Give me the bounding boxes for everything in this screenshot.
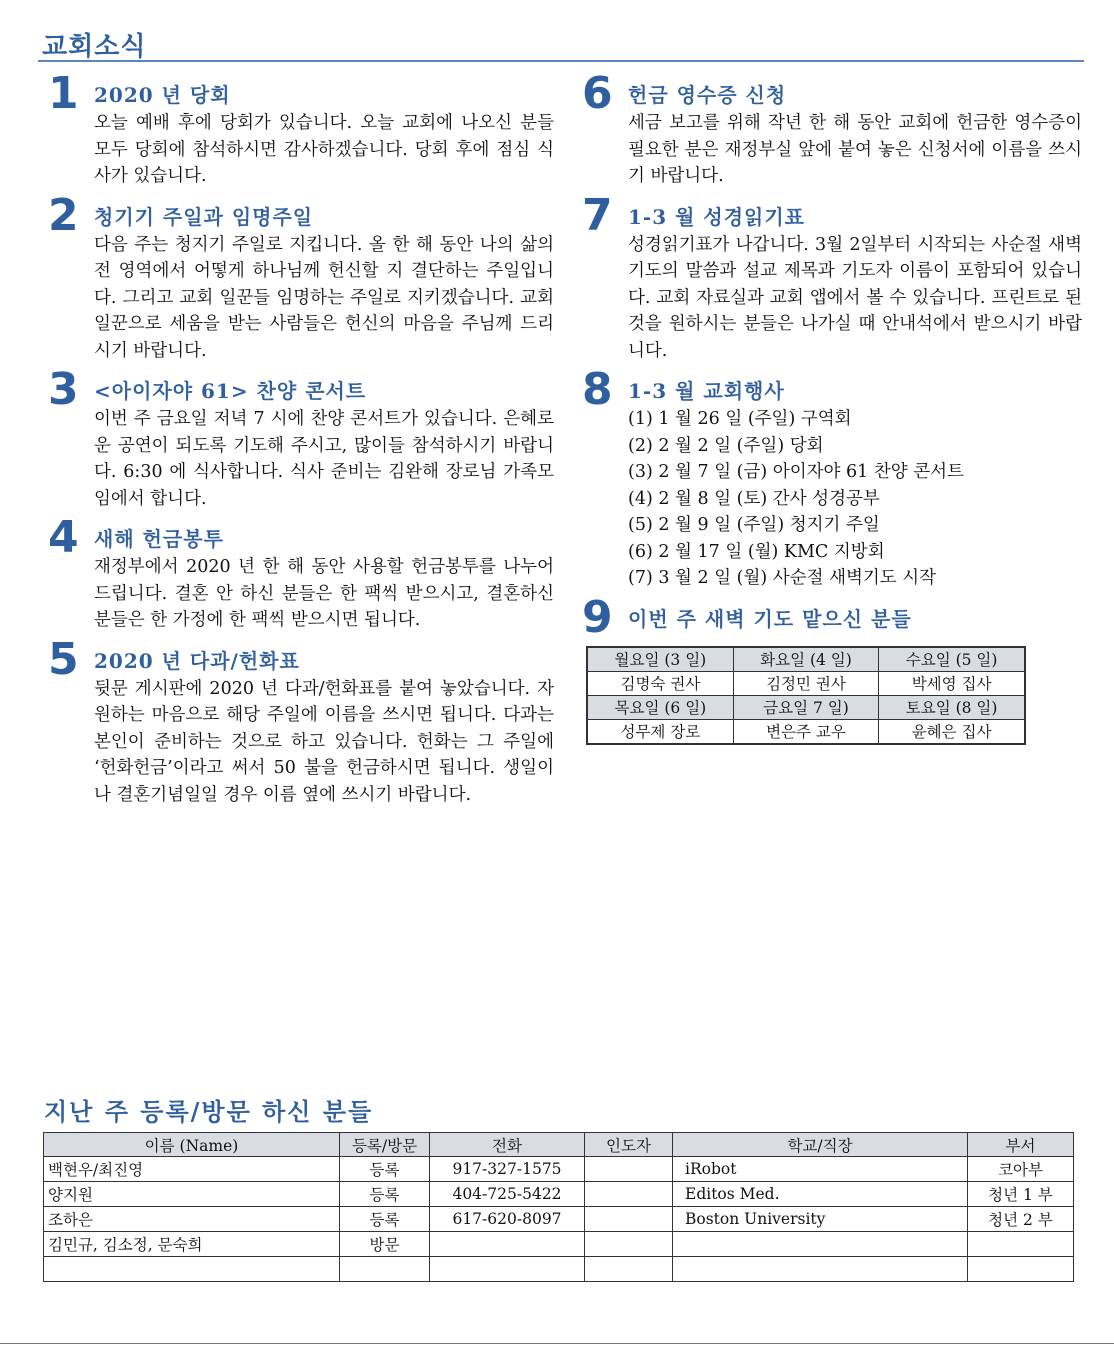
item-body: 이번 주 금요일 저녁 7 시에 찬양 콘서트가 있습니다. 은혜로운 공연이 되도록 기도해 주시고, 많이들 참석하시기 바랍니다. 6:30 에 식사합니다. 식사 준비는 김완해 장로님 가족모임에서 합니다. bbox=[94, 409, 554, 509]
type-cell: 등록 bbox=[340, 1182, 430, 1207]
type-cell bbox=[340, 1257, 430, 1282]
news-item-3 bbox=[48, 364, 554, 512]
type-cell: 방문 bbox=[340, 1232, 430, 1257]
prayer-schedule-table bbox=[586, 646, 1026, 745]
item-title: 1-3 월 성경읽기표 bbox=[628, 204, 805, 229]
day-cell: 화요일 (4 일) bbox=[733, 647, 878, 672]
event-item: (2) 2 월 2 일 (주일) 당회 bbox=[628, 435, 824, 456]
item-body: 뒷문 게시판에 2020 년 다과/헌화표를 붙여 놓았습니다. 자원하는 마음으로 해당 주일에 이름을 쓰시면 됩니다. 다과는 본인이 준비하는 것으로 하고 있습니다. 헌화는 그 주일에 ‘헌화헌금’이라고 써서 50 불을 헌금하시면 됩니다. 생일이나 결혼기념일일 경우 이름 옆에 쓰시기 바랍니다. bbox=[94, 678, 554, 805]
type-cell: 등록 bbox=[340, 1207, 430, 1232]
leader-cell: 성무제 장로 bbox=[587, 719, 733, 744]
name-cell: 조하은 bbox=[44, 1207, 340, 1232]
column-header-phone: 전화 bbox=[430, 1133, 585, 1157]
header-divider bbox=[38, 60, 1084, 62]
event-list bbox=[628, 406, 1082, 592]
item-body: 성경읽기표가 나갑니다. 3월 2일부터 시작되는 사순절 새벽 기도의 말씀과 설교 제목과 기도자 이름이 포함되어 있습니다. 교회 자료실과 교회 앱에서 볼 수 있습니다. 프린트로 된 것을 원하시는 분들은 나가실 때 안내석에서 받으시기 바랍니다. bbox=[628, 234, 1082, 361]
item-title: 청기기 주일과 임명주일 bbox=[94, 204, 314, 229]
item-number: 5 bbox=[48, 633, 79, 685]
item-number: 7 bbox=[582, 189, 613, 241]
table-row bbox=[44, 1257, 1074, 1282]
news-column-right bbox=[582, 68, 1082, 745]
phone-cell bbox=[430, 1257, 585, 1282]
dept-cell: 청년 2 부 bbox=[968, 1207, 1074, 1232]
item-body: 재정부에서 2020 년 한 해 동안 사용할 헌금봉투를 나누어 드립니다. 결혼 안 하신 분들은 한 팩씩 받으시고, 결혼하신 분들은 한 가정에 한 팩씩 받으시면 됩니다. bbox=[94, 557, 554, 630]
item-body: 다음 주는 청지기 주일로 지킵니다. 올 한 해 동안 나의 삶의 전 영역에서 어떻게 하나님께 헌신할 지 결단하는 주일입니다. 그리고 교회 일꾼들 임명하는 주일로 지키겠습니다. 교회 일꾼으로 세움을 받는 사람들은 헌신의 마음을 주님께 드리시기 바랍니다. bbox=[94, 234, 554, 361]
work-cell bbox=[673, 1232, 968, 1257]
type-cell: 등록 bbox=[340, 1157, 430, 1182]
day-cell: 금요일 7 일) bbox=[733, 695, 878, 719]
item-title: 헌금 영수증 신청 bbox=[628, 83, 787, 107]
day-cell: 토요일 (8 일) bbox=[879, 695, 1025, 719]
item-number: 9 bbox=[582, 591, 613, 643]
item-title: 새해 헌금봉투 bbox=[94, 527, 224, 551]
event-item: (6) 2 월 17 일 (월) KMC 지방회 bbox=[628, 541, 885, 562]
table-row bbox=[44, 1232, 1074, 1257]
news-column-left bbox=[48, 68, 554, 820]
table-header-row bbox=[44, 1133, 1074, 1157]
day-cell: 목요일 (6 일) bbox=[587, 695, 733, 719]
table-row bbox=[587, 695, 1025, 719]
work-cell: Editos Med. bbox=[673, 1182, 968, 1207]
phone-cell: 404-725-5422 bbox=[430, 1182, 585, 1207]
event-item: (7) 3 월 2 일 (월) 사순절 새벽기도 시작 bbox=[628, 568, 937, 588]
registration-title: 지난 주 등록/방문 하신 분들 bbox=[44, 1097, 374, 1126]
item-title: <아이자야 61> 찬양 콘서트 bbox=[94, 379, 367, 403]
dept-cell: 청년 1 부 bbox=[968, 1182, 1074, 1207]
news-item-7 bbox=[582, 189, 1082, 365]
dept-cell bbox=[968, 1257, 1074, 1282]
leader-cell: 김정민 권사 bbox=[733, 671, 878, 695]
event-item: (4) 2 월 8 일 (토) 간사 성경공부 bbox=[628, 488, 880, 509]
event-item: (5) 2 월 9 일 (주일) 청지기 주일 bbox=[628, 515, 880, 535]
work-cell: iRobot bbox=[673, 1157, 968, 1182]
footer-divider bbox=[0, 1343, 1114, 1344]
day-cell: 수요일 (5 일) bbox=[879, 647, 1025, 672]
item-number: 2 bbox=[48, 189, 79, 241]
guide-cell bbox=[585, 1207, 673, 1232]
table-row bbox=[587, 671, 1025, 695]
table-row bbox=[587, 719, 1025, 744]
item-number: 1 bbox=[48, 68, 79, 119]
registration-table bbox=[43, 1132, 1074, 1282]
guide-cell bbox=[585, 1157, 673, 1182]
name-cell: 김민규, 김소정, 문숙희 bbox=[44, 1232, 340, 1257]
leader-cell: 변은주 교우 bbox=[733, 719, 878, 744]
name-cell bbox=[44, 1257, 340, 1282]
leader-cell: 김명숙 권사 bbox=[587, 671, 733, 695]
work-cell bbox=[673, 1257, 968, 1282]
news-item-5 bbox=[48, 633, 554, 809]
news-item-9 bbox=[582, 591, 1082, 643]
guide-cell bbox=[585, 1257, 673, 1282]
news-item-6 bbox=[582, 68, 1082, 190]
work-cell: Boston University bbox=[673, 1207, 968, 1232]
table-row bbox=[44, 1182, 1074, 1207]
guide-cell bbox=[585, 1232, 673, 1257]
item-title: 이번 주 새벽 기도 맡으신 분들 bbox=[628, 606, 912, 631]
item-title: 2020 년 다과/헌화표 bbox=[94, 648, 300, 673]
table-row bbox=[587, 647, 1025, 672]
name-cell: 양지원 bbox=[44, 1182, 340, 1207]
news-item-4 bbox=[48, 512, 554, 634]
name-cell: 백현우/최진영 bbox=[44, 1157, 340, 1182]
item-number: 8 bbox=[582, 364, 613, 415]
page-title: 교회소식 bbox=[42, 32, 147, 62]
column-header-type: 등록/방문 bbox=[340, 1133, 430, 1157]
item-number: 6 bbox=[582, 68, 613, 119]
news-item-1 bbox=[48, 68, 554, 190]
column-header-dept: 부서 bbox=[968, 1133, 1074, 1157]
column-header-guide: 인도자 bbox=[585, 1133, 673, 1157]
phone-cell bbox=[430, 1232, 585, 1257]
item-body: 오늘 예배 후에 당회가 있습니다. 오늘 교회에 나오신 분들 모두 당회에 참석하시면 감사하겠습니다. 당회 후에 점심 식사가 있습니다. bbox=[94, 113, 554, 186]
guide-cell bbox=[585, 1182, 673, 1207]
dept-cell bbox=[968, 1232, 1074, 1257]
phone-cell: 617-620-8097 bbox=[430, 1207, 585, 1232]
column-header-name: 이름 (Name) bbox=[44, 1133, 340, 1157]
leader-cell: 박세영 집사 bbox=[879, 671, 1025, 695]
dept-cell: 코아부 bbox=[968, 1157, 1074, 1182]
phone-cell: 917-327-1575 bbox=[430, 1157, 585, 1182]
table-row bbox=[44, 1157, 1074, 1182]
leader-cell: 윤혜은 집사 bbox=[879, 719, 1025, 744]
item-number: 3 bbox=[48, 364, 79, 415]
news-item-8 bbox=[582, 364, 1082, 592]
event-item: (3) 2 월 7 일 (금) 아이자야 61 찬양 콘서트 bbox=[628, 462, 964, 482]
news-item-2 bbox=[48, 189, 554, 365]
item-number: 4 bbox=[48, 512, 79, 563]
item-title: 2020 년 당회 bbox=[94, 83, 231, 107]
table-row bbox=[44, 1207, 1074, 1232]
event-item: (1) 1 월 26 일 (주일) 구역회 bbox=[628, 409, 852, 429]
item-title: 1-3 월 교회행사 bbox=[628, 379, 785, 403]
column-header-work: 학교/직장 bbox=[673, 1133, 968, 1157]
day-cell: 월요일 (3 일) bbox=[587, 647, 733, 672]
item-body: 세금 보고를 위해 작년 한 해 동안 교회에 헌금한 영수증이 필요한 분은 재정부실 앞에 붙여 놓은 신청서에 이름을 쓰시기 바랍니다. bbox=[628, 113, 1082, 186]
